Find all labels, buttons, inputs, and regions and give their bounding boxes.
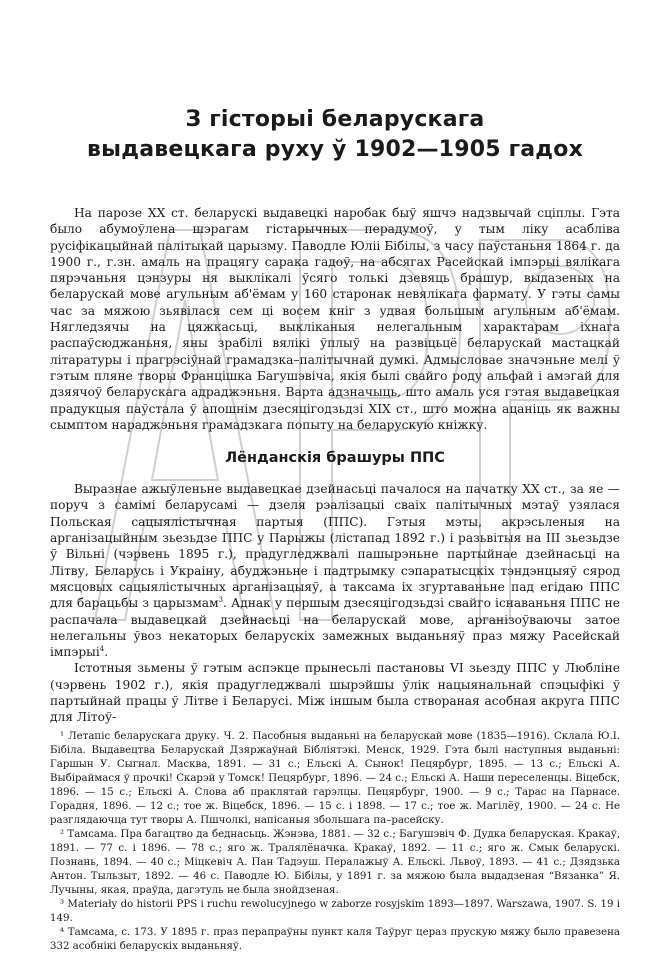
footnote-2: ² Тамсама. Пра багацтво да беднасьць. Жэнэва, 1881. — 32 с.; Багушэвіч Ф. Дудка беларуская. Кракаў, 1891. — 77 с. і 1896. — 78 с.; яго ж. Тралялёначка. Кракаў, 1892. — 11 с.; яго ж. Смык беларускі. Познань, 1894. — 40 с.; Міцкевіч А. Пан Тадэуш. Пералажыў А. Ельскі. Львоў, 1893. — 41 с.; Дзядзька Антон. Тыльзыт, 1892. — 46 с. Паводле Ю. Бібілы, у 1891 г. за мяжою была выдадзеная “Вязанка” Я. Лучыны, якая, праўда, дагэтуль не была знойдзеная. bbox=[50, 828, 620, 896]
paragraph-intro: На парозе ХХ ст. беларускі выдавецкі наробак быў яшчэ надзвычай сціплы. Гэта было абумоўлена шэрагам гістарычных перадумоў, у тым ліку асабліва русіфікацыйнай палітыкай царызму. Паводле Юліі Бібілы, з часу паўстаньня 1864 г. да 1900 г., г.зн. амаль на працягу сарака гадоў, на абсягах Расейскай імпэрыі вялікага пярэчаньня цэнзуры ня выклікалі ўсяго толькі дзевяць брашур, выдазеных на беларускай мове агульным аб'ёмам у 160 старонак невялікага фармату. У гэты самы час за мяжою зьявілася сем ці восем кніг з удвая большым агульным аб'ёмам. Нягледзячы на цяжкасьці, выкліканыя нелегальным характарам іхнага распаўсюджаньня, яны зрабілі вялікі ўплыў на развіцьцё беларускай мастацкай літаратуры і прагрэсіўнай грамадзка–палітычнай думкі. Адмысловае значэньне мелі ў гэтым пляне творы Францішка Багушэвіча, якія былі свайго роду альфай і амэгай для дзяячоў беларускага адраджэньня. Варта адзначыць, што амаль уся гэтая выдавецкая прадукцыя паўстала ў апошнім дзесяцігодзьдзі ХІХ ст., што можна ацаніць як важны сымптом нараджэньня грамадзкага попыту на беларускую кніжку. bbox=[50, 206, 620, 432]
title-line-2: выдавецкага руху ў 1902—1905 гадох bbox=[87, 137, 583, 162]
main-text bbox=[50, 205, 620, 726]
paragraph-changes: Істотныя зьмены ў гэтым аспэкце прынесьлі пастановы VI зьезду ППС у Люблiне (чэрвень 1902 г.), якія прадугледжвалі шырэйшы ўлік нацыянальнай спэцыфікі ў партыйнай працы ў Літве і Беларусі. Між іншым была створаная асобная акруга ППС для Літоў- bbox=[50, 661, 620, 725]
paragraph-pps-end: . bbox=[104, 645, 109, 660]
document-title bbox=[50, 105, 620, 165]
footnote-ref-3[interactable]: 3 bbox=[218, 596, 224, 605]
footnote-4: ⁴ Тамсама, с. 173. У 1895 г. праз перапраўны пункт каля Таўруг цераз прускую мяжу было правезена 332 асобнікі беларускіх выданьняў. bbox=[50, 926, 620, 952]
footnote-3: ³ Materiały do historii PPS i ruchu rewolucyjnego w zaborze rosyjskim 1893—1897. Warszawa, 1907. S. 19 і 149. bbox=[50, 898, 620, 924]
footnote-ref-4[interactable]: 4 bbox=[99, 645, 105, 654]
footnotes bbox=[50, 730, 620, 954]
paragraph-pps bbox=[50, 481, 620, 660]
paragraph-pps-text: Выразнае ажыўленьне выдавецкае дзейнасьці пачалося на пачатку ХХ ст., за яе — поруч з самімі беларусамі — дзеля рэалізацыі сваіх палітычных мэтаў узялася Польская сацыялістычная партыя (ППС). Гэтыя мэты, акрэсьленыя на арганізацыйным зьезьдзе ППС у Парыжы (лістапад 1892 г.) і разьвітыя на ІІІ зьезьдзе ў Вільні (чэрвень 1895 г.), прадугледжвалі пашырэньне партыйнае дзейнасьці на Літву, Беларусь і Украіну, абуджэньне і падтрымку сэпаратысцкіх тэндэнцыяў сярод мясцовых сацыялістычных арганізацыяў, а таксама іх згуртаваньне пад егідаю ППС для барацьбы з царызмам bbox=[50, 482, 620, 611]
document-page bbox=[50, 105, 620, 954]
footnote-1: ¹ Летапіс беларускага друку. Ч. 2. Пасобныя выданьні на беларускай мове (1835—1916). Склала Ю.І. Бібіла. Выдавецтва Беларускай Дзяржаўнай Бібліятэкі. Менск, 1929. Гэта былі наступныя выданьні: Гаршын У. Сыгнал. Масква, 1891. — 31 с.; Ельскі А. Сынок! Пецярбург, 1895. — 13 с.; Ельскі А. Выбіраймася ў прочкі! Скарэй у Томск! Пецярбург, 1896. — 24 с.; Ельскі А. Наши переселенцы. Віцебск, 1896. — 15 с.; Ельскі А. Слова аб праклятай гарэлцы. Пецярбург, 1900. — 9 с.; Тарас на Парнасе. Горадня, 1896. — 12 с.; тое ж. Віцебск, 1896. — 15 с. і 1898. — 17 с.; тое ж. Магілёў, 1900. — 24 с. Не разглядаючца тут творы А. Пшчолкі, напісаныя збольшага па–расейску. bbox=[50, 730, 620, 826]
paragraph-pps-rest: . Аднак у першым дзесяцігодзьдзі свайго існаваньня ППС не распачала выдавецкай дзейнасьці на беларускай мове, арганізоўваючы затое нелегальны ўвоз некаторых беларускіх замежных выданьняў праз мяжу Расейскай імпэрыі bbox=[50, 596, 620, 660]
title-line-1: З гісторыі беларускага bbox=[185, 107, 485, 132]
section-heading: Лёнданскія брашуры ППС bbox=[225, 450, 445, 467]
